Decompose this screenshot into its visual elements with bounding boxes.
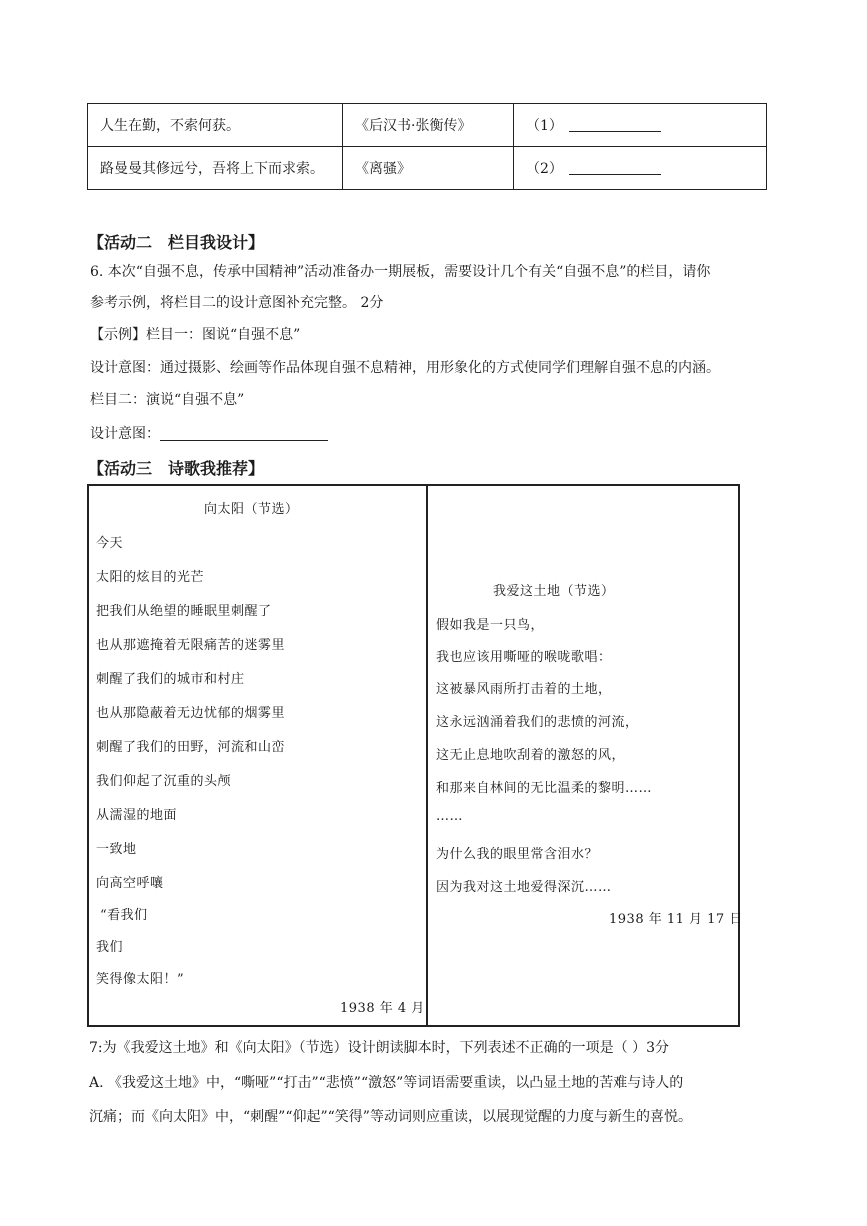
- answer-blank-2[interactable]: [569, 160, 661, 175]
- poem-right-line: 这被暴风雨所打击着的土地，: [436, 682, 612, 697]
- q6-line1: 6. 本次“自强不息，传承中国精神”活动准备办一期展板，需要设计几个有关“自强不息”的栏目，请你: [90, 264, 711, 280]
- poem-right-title: 我爱这土地（节选）: [493, 584, 615, 599]
- activity2-heading: 【活动二 栏目我设计】: [88, 233, 265, 252]
- poem-left-line: 向高空呼嚷: [96, 876, 164, 891]
- poem-left-line: 从濡湿的地面: [96, 808, 178, 823]
- q7-stem: 7:为《我爱这土地》和《向太阳》（节选）设计朗读脚本时，下列表述不正确的一项是（ ）3分: [89, 1040, 669, 1056]
- table-row: [88, 104, 767, 147]
- poem-right-line: ……: [436, 809, 463, 824]
- poem-left-title: 向太阳（节选）: [204, 502, 299, 517]
- poem-right-line: 为什么我的眼里常含泪水？: [436, 847, 599, 862]
- poem-left-line: 太阳的炫目的光芒: [96, 570, 205, 585]
- poem-left-line: 刺醒了我们的城市和村庄: [96, 672, 245, 687]
- poem-left-line: 笑得像太阳！”: [96, 972, 185, 987]
- poem-left-line: 一致地: [96, 842, 137, 857]
- poem-left-line: 今天: [96, 536, 124, 551]
- poem-right-line: 和那来自林间的无比温柔的黎明……: [436, 781, 653, 796]
- answer-label: （1）: [526, 118, 563, 134]
- poem-left-line: 我们仰起了沉重的头颅: [96, 774, 232, 789]
- q6-line2: 参考示例，将栏目二的设计意图补充完整。 2分: [90, 295, 384, 311]
- activity3-heading: 【活动三 诗歌我推荐】: [88, 459, 265, 478]
- poem-left-line: “看我们: [100, 908, 148, 923]
- q7-option-a-line2: 沉痛；而《向太阳》中，“刺醒”“仰起”“笑得”等动词则应重读，以展现觉醒的力度与新生的喜悦。: [89, 1109, 692, 1125]
- source-cell: 《后汉书·张衡传》: [343, 104, 514, 147]
- column2-title: 栏目二：演说“自强不息”: [90, 392, 245, 408]
- example-column1: 【示例】栏目一：图说“自强不息”: [90, 327, 301, 343]
- answer-label: （2）: [526, 161, 563, 177]
- answer-cell: [514, 104, 767, 147]
- quote-cell: 人生在勤，不索何获。: [88, 104, 343, 147]
- poem-left-date: 1938 年 4 月: [340, 1001, 425, 1016]
- poem-right-line: 这永远汹涌着我们的悲愤的河流，: [436, 715, 639, 730]
- intent-label: 设计意图：: [90, 426, 160, 442]
- poem-right-line: 这无止息地吹刮着的激怒的风，: [436, 748, 626, 763]
- poem-left-line: 把我们从绝望的睡眠里刺醒了: [96, 604, 272, 619]
- quote-cell: 路曼曼其修远兮，吾将上下而求索。: [88, 147, 343, 190]
- poem-left-line: 刺醒了我们的田野，河流和山峦: [96, 740, 286, 755]
- poem-left-line: 也从那遮掩着无限痛苦的迷雾里: [96, 638, 286, 653]
- answer-blank-1[interactable]: [569, 117, 661, 132]
- quote-table: [87, 103, 767, 190]
- intent-blank[interactable]: [160, 426, 328, 441]
- poem-left-line: 也从那隐蔽着无边忧郁的烟雾里: [96, 706, 286, 721]
- poem-right-line: 假如我是一只鸟，: [436, 618, 545, 633]
- poem-right-line: 我也应该用嘶哑的喉咙歌唱：: [436, 650, 612, 665]
- q7-option-a-line1: A. 《我爱这土地》中，“嘶哑”“打击”“悲愤”“激怒”等词语需要重读，以凸显土地的苦难与诗人的: [89, 1075, 684, 1091]
- poem-right-line: 因为我对这土地爱得深沉……: [436, 880, 612, 895]
- example-intent: 设计意图：通过摄影、绘画等作品体现自强不息精神，用形象化的方式使同学们理解自强不息的内涵。: [90, 360, 720, 376]
- table-row: [88, 147, 767, 190]
- answer-cell: [514, 147, 767, 190]
- poem-right-date: 1938 年 11 月 17 日: [609, 912, 743, 927]
- poem-left-line: 我们: [96, 940, 124, 955]
- source-cell: 《离骚》: [343, 147, 514, 190]
- intent-field: [90, 424, 328, 444]
